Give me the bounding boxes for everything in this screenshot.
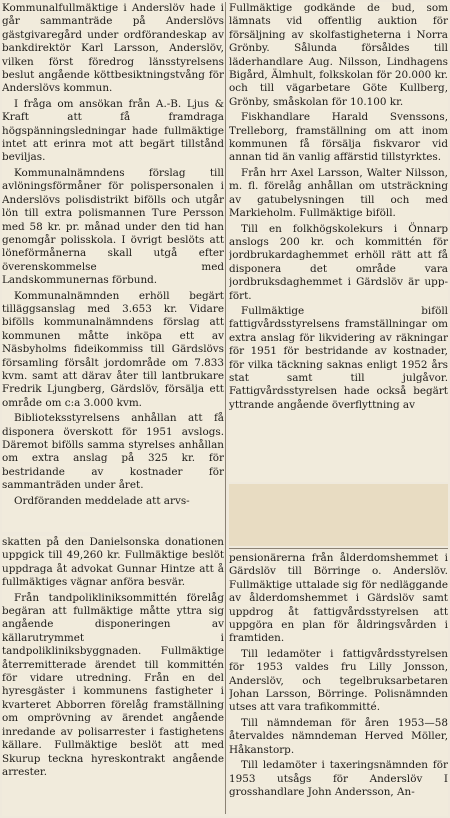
paragraph: Kommunalnämnden erhöll begärt tilläggsanslag med 3.653 kr. Vidare bifölls kommunalnämndens förslag att kommunen måtte inköpa ett av Näsbyholms fideikommiss till Gärdslövs församling försålt jordområde om 7.833 kvm. samt att därav åter till lantbrukare Fredrik Ljungberg, Gärdslöv, försälja ett område om c:a 3.000 kvm. [2, 289, 224, 409]
paragraph: Kommunalnämndens förslag till avlöningsförmåner för polispersonalen i Anderslövs polisdistrikt bifölls och utgår lön till extra polismannen Ture Persson med 58 kr. pr. månad under den tid han genomgår polisskola. I övrigt beslöts att löneförmånerna skall utgå efter överenskommelse med Landskommunernas förbund. [2, 166, 224, 287]
column-rule [225, 2, 226, 814]
section-rule [229, 548, 448, 549]
paragraph: Till ledamöter i fattigvårdsstyrelsen för 1953 valdes fru Lilly Jonsson, Anderslöv, och tegelbruksarbetaren Johan Larsson, Börringe. Polisnämnden utses att vara trafikommitté. [229, 647, 448, 714]
paragraph: Fullmäktige godkände de bud, som lämnats vid offentlig auktion för försäljning av skolfastigheterna i Norra Grönby. Sålunda försåldes till läderhandlare Aug. Nilsson, Lindhagens Bigård, Älmhult, folkskolan för 20.000 kr. och till vägarbetare Göte Kullberg, Grönby, småskolan för 10.100 kr. [229, 2, 448, 108]
article-column-top-left [2, 2, 224, 532]
paper-stain [229, 484, 448, 546]
paragraph: skatten på den Danielsonska donationen uppgick till 49,260 kr. Fullmäktige beslöt uppdraga åt advokat Gunnar Hintze att å fullmäktiges vägnar anföra besvär. [2, 536, 224, 589]
paragraph: Från hrr Axel Larsson, Walter Nilsson, m. fl. förelåg anhållan om utsträckning av gatubelysningen till och med Markieholm. Fullmäktige biföll. [229, 166, 448, 220]
paragraph: Till en folkhögskolekurs i Önnarp anslogs 200 kr. och kommittén för jordbrukardaghemmet erhöll rätt att få disponera det område vara jordbruksdaghemmet i Gärdslöv är upp-fört. [229, 222, 448, 302]
paragraph: I fråga om ansökan från A.-B. Ljus & Kraft att få framdraga högspänningsledningar hade fullmäktige intet att erinra mot att begärt tillstånd beviljas. [2, 97, 224, 164]
paragraph: Ordföranden meddelade att arvs- [14, 494, 190, 507]
article-column-bottom-left [2, 536, 224, 816]
paragraph: Kommunalfullmäktige i Anderslöv hade i går sammanträde på Anderslövs gästgivaregård under ordförandeskap av bankdirektör Karl Larsson, Anderslöv, vilken först föredrog länsstyrelsens beslut angående köttbesiktningstvång för Anderslövs kommun. [2, 2, 224, 95]
article-column-bottom-right [229, 552, 448, 816]
paragraph: Från tandpolikliniksommittén förelåg begäran att fullmäktige måtte yttra sig angående disponeringen av källarutrymmet i tandpolikliniksbyggnaden. Fullmäktige återremitterade ärendet till kommittén för vidare utredning. Från en del hyresgäster i kommunens fastigheter i kvarteret Abborren förelåg framställning om omprövning av ärendet angående inredande av polisarrester i fastighetens källare. Fullmäktige beslöt att med Skurup teckna hyreskontrakt angående arrester. [2, 591, 224, 778]
article-column-top-right [229, 2, 448, 482]
paragraph: Till nämndeman för åren 1953—58 återvaldes nämndeman Herved Möller, Håkanstorp. [229, 716, 448, 756]
paragraph: Till ledamöter i taxeringsnämnden för 1953 utsågs för Anderslöv I grosshandlare John Andersson, An- [229, 759, 448, 798]
paragraph: Biblioteksstyrelsens anhållan att få disponera överskott för 1951 avslogs. Däremot bifölls samma styrelses anhållan om extra anslag på 325 kr. för bestridande av kostnader för sammanträden under året. [2, 412, 224, 492]
paragraph: Fiskhandlare Harald Svenssons, Trelleborg, framställning om att inom kommunen få försälja fiskvaror vid annan tid än vanlig affärstid tillstyrktes. [229, 111, 448, 164]
paragraph: Fullmäktige biföll fattigvårdsstyrelsens framställningar om extra anslag för likvidering av räkningar för 1951 för bestridande av kostnader, för vilka täckning saknas enligt 1952 års stat samt till julgåvor. Fattigvårdsstyrelsen hade också begärt yttrande angående överflyttning av [229, 304, 448, 411]
paragraph: pensionärerna från ålderdomshemmet i Gärdslöv till Börringe o. Anderslöv. Fullmäktige uttalade sig för nedläggande av ålderdomshemmet i Gärdslöv samt uppdrog åt fattigvårdsstyrelsen att uppgöra en plan för åldringsvården i framtiden. [229, 552, 448, 645]
